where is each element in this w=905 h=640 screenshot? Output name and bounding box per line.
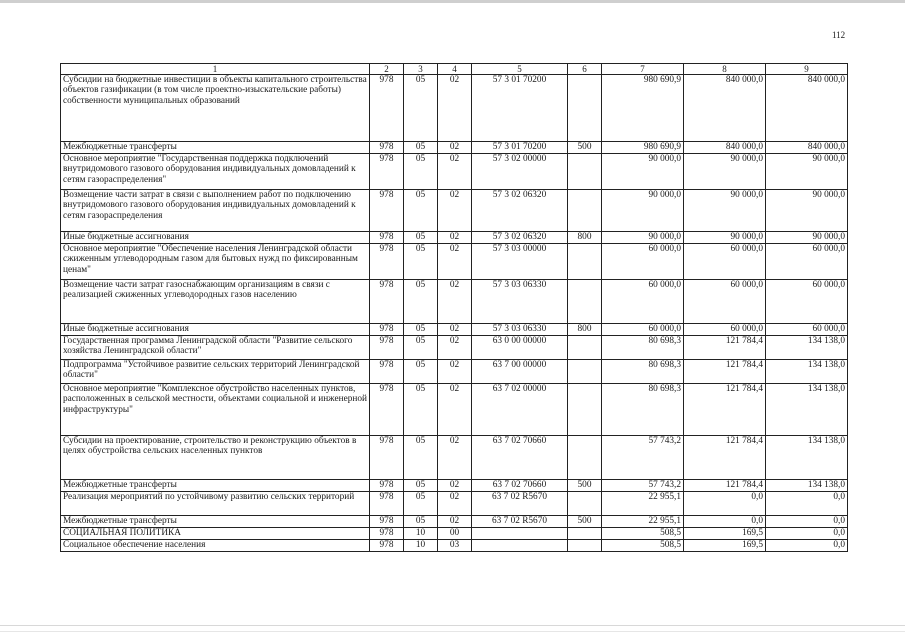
row-subsection-code: 02 — [438, 360, 472, 384]
row-section-code: 05 — [404, 480, 438, 492]
table-row — [61, 336, 848, 360]
row-subsection-code: 02 — [438, 384, 472, 436]
row-amount-col9: 134 138,0 — [766, 360, 848, 384]
table-row — [61, 436, 848, 480]
table-row — [61, 142, 848, 154]
table-row — [61, 492, 848, 516]
row-amount-col8: 840 000,0 — [684, 142, 766, 154]
row-expense-type — [568, 436, 602, 480]
table-row — [61, 190, 848, 232]
row-ministry-code: 978 — [370, 528, 404, 540]
row-expense-type: 500 — [568, 142, 602, 154]
row-subsection-code: 02 — [438, 232, 472, 244]
header-cell: 5 — [472, 64, 568, 75]
row-section-code: 05 — [404, 336, 438, 360]
row-expense-type — [568, 360, 602, 384]
row-expense-type — [568, 384, 602, 436]
table-row — [61, 384, 848, 436]
row-amount-col7: 90 000,0 — [602, 232, 684, 244]
row-name: Основное мероприятие "Государственная поддержка подключений внутридомового газового оборудования индивидуальных домовладений к сетям газораспределения" — [61, 154, 370, 190]
row-amount-col9: 134 138,0 — [766, 384, 848, 436]
row-name: СОЦИАЛЬНАЯ ПОЛИТИКА — [61, 528, 370, 540]
row-section-code: 05 — [404, 142, 438, 154]
row-ministry-code: 978 — [370, 244, 404, 280]
row-amount-col9: 60 000,0 — [766, 324, 848, 336]
page-number: 112 — [832, 30, 846, 40]
scan-artifact-line — [0, 631, 905, 632]
row-amount-col9: 0,0 — [766, 516, 848, 528]
row-name: Возмещение части затрат газоснабжающим организациям в связи с реализацией сжиженных углеводородных газов населению — [61, 280, 370, 324]
table-row — [61, 280, 848, 324]
row-amount-col7: 22 955,1 — [602, 492, 684, 516]
row-name: Субсидии на проектирование, строительство и реконструкцию объектов в целях обустройства сельских населенных пунктов — [61, 436, 370, 480]
row-amount-col7: 57 743,2 — [602, 436, 684, 480]
header-cell: 6 — [568, 64, 602, 75]
row-amount-col8: 0,0 — [684, 516, 766, 528]
row-section-code: 05 — [404, 280, 438, 324]
row-amount-col9: 90 000,0 — [766, 154, 848, 190]
row-subsection-code: 02 — [438, 480, 472, 492]
row-subsection-code: 02 — [438, 324, 472, 336]
row-amount-col9: 840 000,0 — [766, 75, 848, 142]
row-ministry-code: 978 — [370, 154, 404, 190]
row-amount-col7: 980 690,9 — [602, 75, 684, 142]
row-name: Межбюджетные трансферты — [61, 480, 370, 492]
row-expense-type — [568, 336, 602, 360]
row-amount-col7: 22 955,1 — [602, 516, 684, 528]
row-amount-col9: 0,0 — [766, 492, 848, 516]
row-section-code: 05 — [404, 190, 438, 232]
row-amount-col8: 60 000,0 — [684, 280, 766, 324]
table-row — [61, 528, 848, 540]
row-amount-col9: 60 000,0 — [766, 244, 848, 280]
row-section-code: 05 — [404, 324, 438, 336]
row-name: Иные бюджетные ассигнования — [61, 324, 370, 336]
row-ministry-code: 978 — [370, 360, 404, 384]
table-row — [61, 360, 848, 384]
row-amount-col9: 134 138,0 — [766, 336, 848, 360]
row-target-article: 63 7 02 70660 — [472, 480, 568, 492]
row-section-code: 05 — [404, 75, 438, 142]
table-row — [61, 540, 848, 552]
row-target-article: 63 7 02 R5670 — [472, 492, 568, 516]
row-section-code: 05 — [404, 436, 438, 480]
row-ministry-code: 978 — [370, 492, 404, 516]
row-name: Межбюджетные трансферты — [61, 516, 370, 528]
row-section-code: 05 — [404, 232, 438, 244]
row-amount-col7: 80 698,3 — [602, 384, 684, 436]
row-name: Межбюджетные трансферты — [61, 142, 370, 154]
row-amount-col7: 57 743,2 — [602, 480, 684, 492]
header-cell: 2 — [370, 64, 404, 75]
row-target-article: 57 3 02 06320 — [472, 232, 568, 244]
row-amount-col8: 121 784,4 — [684, 336, 766, 360]
header-cell: 4 — [438, 64, 472, 75]
row-section-code: 10 — [404, 540, 438, 552]
header-cell: 7 — [602, 64, 684, 75]
table-row — [61, 516, 848, 528]
row-section-code: 05 — [404, 244, 438, 280]
row-amount-col7: 60 000,0 — [602, 280, 684, 324]
row-name: Иные бюджетные ассигнования — [61, 232, 370, 244]
row-target-article: 63 7 02 70660 — [472, 436, 568, 480]
row-amount-col8: 121 784,4 — [684, 360, 766, 384]
row-expense-type — [568, 280, 602, 324]
row-subsection-code: 02 — [438, 280, 472, 324]
row-amount-col7: 60 000,0 — [602, 244, 684, 280]
row-ministry-code: 978 — [370, 75, 404, 142]
row-amount-col8: 169,5 — [684, 540, 766, 552]
header-cell: 9 — [766, 64, 848, 75]
row-subsection-code: 02 — [438, 75, 472, 142]
row-ministry-code: 978 — [370, 142, 404, 154]
row-amount-col9: 0,0 — [766, 528, 848, 540]
row-target-article: 57 3 02 06320 — [472, 190, 568, 232]
row-target-article: 57 3 01 70200 — [472, 142, 568, 154]
row-amount-col8: 90 000,0 — [684, 154, 766, 190]
row-amount-col9: 134 138,0 — [766, 480, 848, 492]
row-amount-col8: 121 784,4 — [684, 480, 766, 492]
row-amount-col8: 90 000,0 — [684, 232, 766, 244]
row-expense-type — [568, 75, 602, 142]
row-ministry-code: 978 — [370, 324, 404, 336]
row-ministry-code: 978 — [370, 540, 404, 552]
header-cell: 3 — [404, 64, 438, 75]
row-expense-type — [568, 154, 602, 190]
table-header-row — [61, 64, 848, 75]
row-name: Государственная программа Ленинградской области "Развитие сельского хозяйства Ленинградской области" — [61, 336, 370, 360]
row-subsection-code: 03 — [438, 540, 472, 552]
row-amount-col8: 121 784,4 — [684, 436, 766, 480]
row-ministry-code: 978 — [370, 280, 404, 324]
table-row — [61, 480, 848, 492]
row-amount-col7: 90 000,0 — [602, 190, 684, 232]
row-target-article: 63 7 00 00000 — [472, 360, 568, 384]
row-target-article: 63 7 02 R5670 — [472, 516, 568, 528]
row-target-article: 57 3 01 70200 — [472, 75, 568, 142]
row-subsection-code: 02 — [438, 154, 472, 190]
row-target-article: 57 3 03 06330 — [472, 280, 568, 324]
row-amount-col7: 90 000,0 — [602, 154, 684, 190]
row-target-article: 63 7 02 00000 — [472, 384, 568, 436]
row-section-code: 05 — [404, 384, 438, 436]
row-section-code: 10 — [404, 528, 438, 540]
row-expense-type: 500 — [568, 480, 602, 492]
row-amount-col8: 169,5 — [684, 528, 766, 540]
row-subsection-code: 02 — [438, 142, 472, 154]
row-target-article — [472, 540, 568, 552]
row-name: Реализация мероприятий по устойчивому развитию сельских территорий — [61, 492, 370, 516]
row-amount-col7: 80 698,3 — [602, 336, 684, 360]
row-amount-col9: 60 000,0 — [766, 280, 848, 324]
row-target-article: 57 3 03 06330 — [472, 324, 568, 336]
scan-edge — [0, 0, 905, 3]
row-ministry-code: 978 — [370, 190, 404, 232]
row-target-article: 63 0 00 00000 — [472, 336, 568, 360]
row-expense-type — [568, 190, 602, 232]
row-amount-col9: 90 000,0 — [766, 190, 848, 232]
table-row — [61, 154, 848, 190]
row-ministry-code: 978 — [370, 232, 404, 244]
row-name: Основное мероприятие "Обеспечение населения Ленинградской области сжиженным углеводородным газом для бытовых нужд по фиксированным ценам" — [61, 244, 370, 280]
row-amount-col9: 90 000,0 — [766, 232, 848, 244]
row-amount-col7: 508,5 — [602, 528, 684, 540]
row-subsection-code: 02 — [438, 336, 472, 360]
row-name: Субсидии на бюджетные инвестиции в объекты капитального строительства объектов газификации (в том числе проектно-изыскательские работы) собственности муниципальных образований — [61, 75, 370, 142]
row-section-code: 05 — [404, 492, 438, 516]
row-section-code: 05 — [404, 360, 438, 384]
row-amount-col8: 60 000,0 — [684, 324, 766, 336]
table-row — [61, 232, 848, 244]
row-subsection-code: 02 — [438, 492, 472, 516]
row-section-code: 05 — [404, 154, 438, 190]
row-name: Основное мероприятие "Комплексное обустройство населенных пунктов, расположенных в сельской местности, объектами социальной и инженерной инфраструктуры" — [61, 384, 370, 436]
row-ministry-code: 978 — [370, 436, 404, 480]
row-ministry-code: 978 — [370, 336, 404, 360]
row-target-article: 57 3 02 00000 — [472, 154, 568, 190]
row-ministry-code: 978 — [370, 384, 404, 436]
row-subsection-code: 02 — [438, 190, 472, 232]
row-amount-col7: 508,5 — [602, 540, 684, 552]
row-amount-col8: 0,0 — [684, 492, 766, 516]
row-name: Социальное обеспечение населения — [61, 540, 370, 552]
row-ministry-code: 978 — [370, 516, 404, 528]
row-name: Возмещение части затрат в связи с выполнением работ по подключению внутридомового газового оборудования индивидуальных домовладений к сетям газораспределения — [61, 190, 370, 232]
row-subsection-code: 00 — [438, 528, 472, 540]
row-amount-col9: 0,0 — [766, 540, 848, 552]
row-expense-type — [568, 244, 602, 280]
table-row — [61, 75, 848, 142]
row-expense-type — [568, 492, 602, 516]
table-row — [61, 244, 848, 280]
row-amount-col8: 60 000,0 — [684, 244, 766, 280]
row-name: Подпрограмма "Устойчивое развитие сельских территорий Ленинградской области" — [61, 360, 370, 384]
row-amount-col7: 80 698,3 — [602, 360, 684, 384]
row-amount-col8: 840 000,0 — [684, 75, 766, 142]
budget-table — [60, 63, 848, 552]
header-cell: 1 — [61, 64, 370, 75]
row-expense-type — [568, 528, 602, 540]
row-expense-type: 800 — [568, 324, 602, 336]
row-subsection-code: 02 — [438, 436, 472, 480]
scan-artifact-line — [0, 625, 905, 626]
table-row — [61, 324, 848, 336]
row-section-code: 05 — [404, 516, 438, 528]
header-cell: 8 — [684, 64, 766, 75]
row-amount-col7: 60 000,0 — [602, 324, 684, 336]
row-amount-col7: 980 690,9 — [602, 142, 684, 154]
row-amount-col9: 134 138,0 — [766, 436, 848, 480]
row-ministry-code: 978 — [370, 480, 404, 492]
row-subsection-code: 02 — [438, 516, 472, 528]
row-expense-type: 500 — [568, 516, 602, 528]
row-subsection-code: 02 — [438, 244, 472, 280]
row-target-article: 57 3 03 00000 — [472, 244, 568, 280]
row-target-article — [472, 528, 568, 540]
row-amount-col9: 840 000,0 — [766, 142, 848, 154]
row-expense-type — [568, 540, 602, 552]
row-expense-type: 800 — [568, 232, 602, 244]
row-amount-col8: 90 000,0 — [684, 190, 766, 232]
row-amount-col8: 121 784,4 — [684, 384, 766, 436]
